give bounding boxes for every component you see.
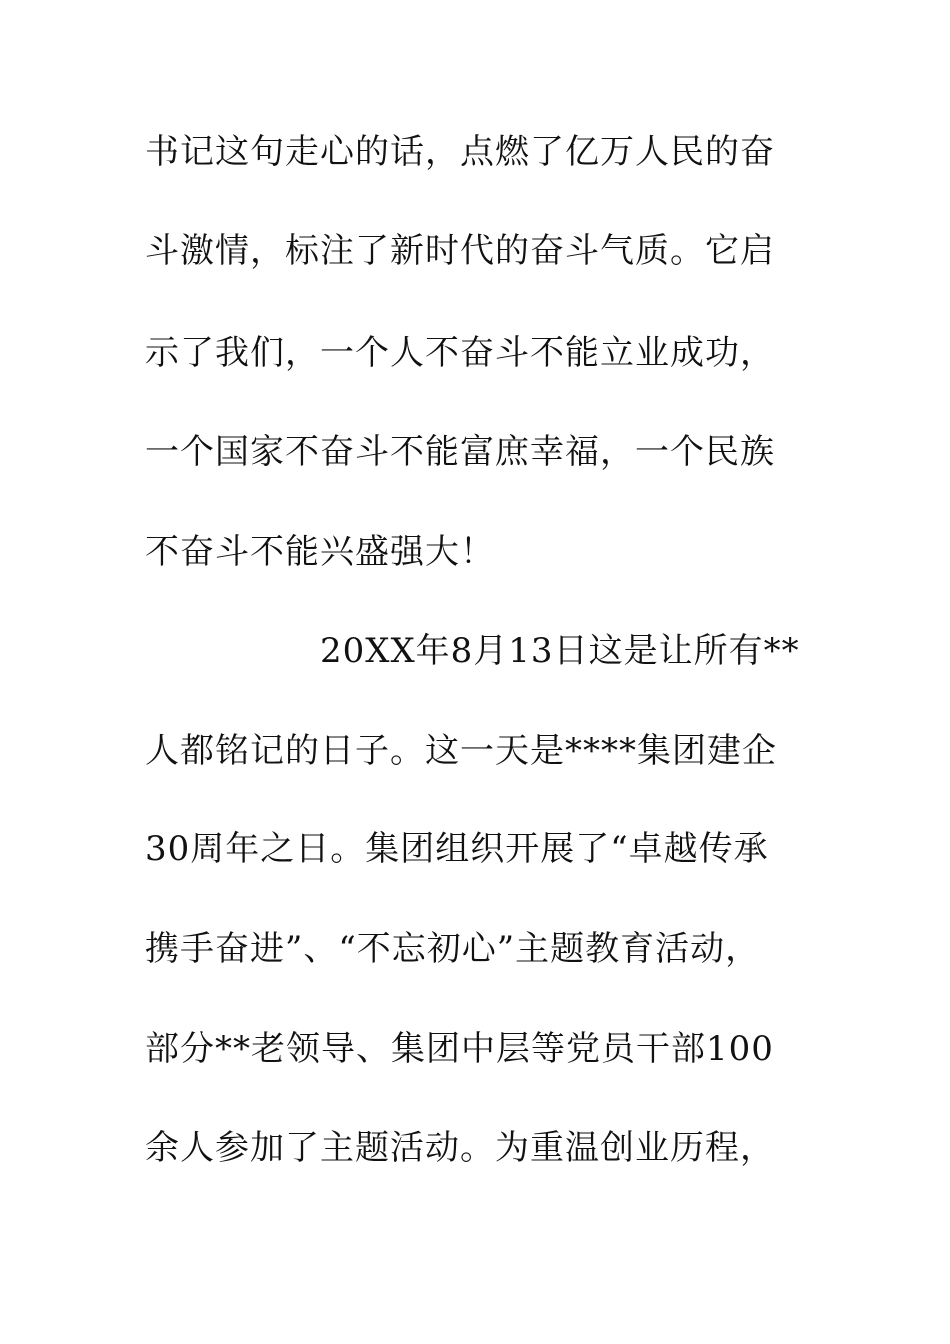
text-line-3: 示了我们，一个人不奋斗不能立业成功， xyxy=(145,333,775,373)
text-line-8: 30周年之日。集团组织开展了“卓越传承 xyxy=(145,829,769,869)
text-line-4: 一个国家不奋斗不能富庶幸福，一个民族 xyxy=(145,432,775,472)
text-line-6: 20XX年8月13日这是让所有** xyxy=(320,631,800,671)
text-line-10: 部分**老领导、集团中层等党员干部100 xyxy=(145,1029,774,1069)
text-line-7: 人都铭记的日子。这一天是****集团建企 xyxy=(145,731,777,771)
text-line-5: 不奋斗不能兴盛强大！ xyxy=(145,532,495,572)
text-line-2: 斗激情，标注了新时代的奋斗气质。它启 xyxy=(145,231,775,271)
text-line-9: 携手奋进”、“不忘初心”主题教育活动， xyxy=(145,929,761,969)
text-line-11: 余人参加了主题活动。为重温创业历程， xyxy=(145,1128,775,1168)
text-line-1: 书记这句走心的话，点燃了亿万人民的奋 xyxy=(145,132,775,172)
